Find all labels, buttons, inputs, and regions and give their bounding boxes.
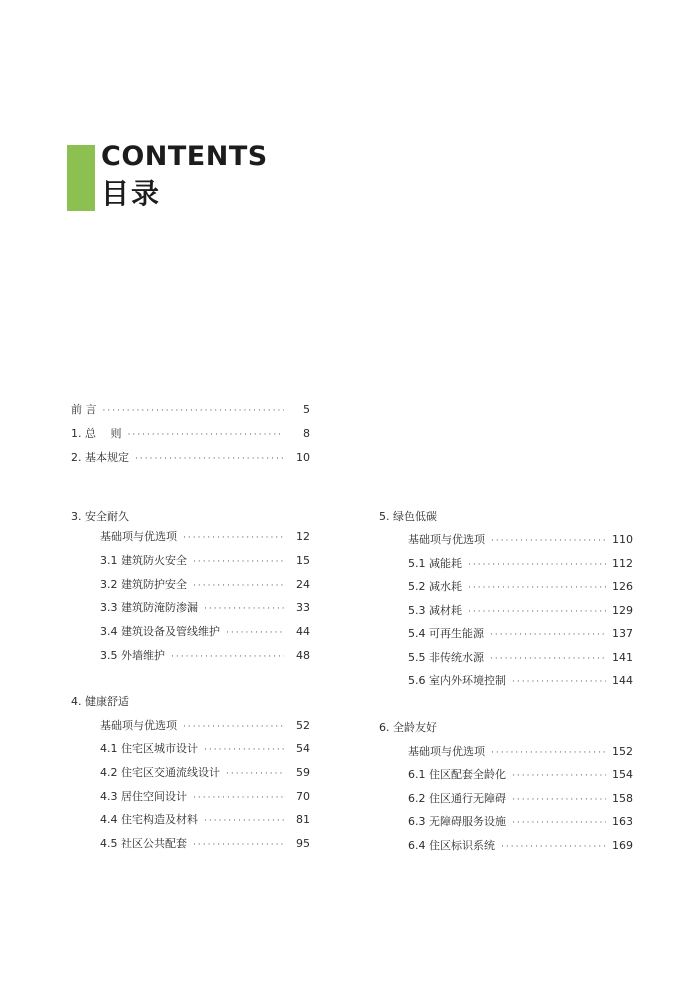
toc-leader-dots [204,602,284,616]
toc-leader-dots [512,793,606,807]
toc-leader-dots [491,746,606,760]
toc-entry-page: 163 [612,815,633,828]
toc-entry[interactable] [408,533,633,548]
toc-entry[interactable] [100,530,310,545]
toc-entry[interactable] [408,674,633,689]
toc-entry-page: 48 [296,649,310,662]
toc-entry-label: 4.4 住宅构造及材料 [100,813,198,826]
toc-entry-page: 154 [612,768,633,781]
toc-leader-dots [135,452,284,466]
toc-entry[interactable] [408,580,633,595]
toc-section-title[interactable]: 3. 安全耐久 [71,510,129,523]
contents-title-en: CONTENTS [101,141,268,172]
toc-entry[interactable] [100,813,310,828]
toc-entry-page: 144 [612,674,633,687]
toc-entry-label: 6.3 无障碍服务设施 [408,815,506,828]
toc-entry-label: 5.4 可再生能源 [408,627,484,640]
toc-leader-dots [512,769,606,783]
toc-entry[interactable] [100,625,310,640]
toc-leader-dots [512,675,606,689]
toc-leader-dots [193,555,284,569]
toc-entry-page: 137 [612,627,633,640]
toc-entry[interactable] [408,557,633,572]
toc-entry-page: 95 [296,837,310,850]
toc-entry-label: 3.1 建筑防火安全 [100,554,187,567]
toc-entry-label: 3.5 外墙维护 [100,649,165,662]
toc-entry-page: 24 [296,578,310,591]
toc-entry-label: 4.1 住宅区城市设计 [100,742,198,755]
toc-entry-label: 3.3 建筑防淹防渗漏 [100,601,198,614]
toc-section-title[interactable]: 4. 健康舒适 [71,695,129,708]
toc-entry-page: 5 [303,403,310,416]
toc-leader-dots [171,650,284,664]
toc-entry-page: 81 [296,813,310,826]
toc-entry-page: 169 [612,839,633,852]
toc-entry-label: 基础项与优选项 [408,533,485,546]
toc-section-title[interactable]: 5. 绿色低碳 [379,510,437,523]
toc-leader-dots [103,404,285,418]
toc-entry-page: 44 [296,625,310,638]
toc-entry[interactable] [71,451,310,466]
toc-leader-dots [204,814,284,828]
toc-entry-label: 1. 总 则 [71,427,122,440]
toc-entry-page: 8 [303,427,310,440]
toc-leader-dots [128,428,285,442]
toc-entry-label: 基础项与优选项 [408,745,485,758]
toc-entry-label: 6.1 住区配套全龄化 [408,768,506,781]
toc-entry-label: 5.3 减材耗 [408,604,462,617]
toc-entry-label: 3.4 建筑设备及管线维护 [100,625,220,638]
toc-entry[interactable] [408,768,633,783]
toc-entry-label: 4.3 居住空间设计 [100,790,187,803]
toc-entry-label: 5.5 非传统水源 [408,651,484,664]
toc-leader-dots [183,531,284,545]
toc-entry[interactable] [100,790,310,805]
toc-entry[interactable] [71,427,310,442]
toc-entry-page: 52 [296,719,310,732]
toc-entry-page: 152 [612,745,633,758]
toc-entry-label: 5.1 减能耗 [408,557,462,570]
toc-leader-dots [468,581,606,595]
toc-entry-page: 59 [296,766,310,779]
toc-leader-dots [183,720,284,734]
toc-entry-label: 3.2 建筑防护安全 [100,578,187,591]
toc-leader-dots [193,791,284,805]
toc-entry-page: 70 [296,790,310,803]
toc-leader-dots [204,743,284,757]
toc-leader-dots [490,652,606,666]
toc-leader-dots [490,628,606,642]
toc-entry[interactable] [100,719,310,734]
toc-entry[interactable] [408,745,633,760]
toc-leader-dots [512,816,606,830]
toc-entry-label: 6.2 住区通行无障碍 [408,792,506,805]
toc-section-title[interactable]: 6. 全龄友好 [379,721,437,734]
toc-entry[interactable] [408,815,633,830]
toc-leader-dots [226,767,284,781]
toc-leader-dots [226,626,284,640]
toc-entry-page: 129 [612,604,633,617]
toc-entry[interactable] [100,578,310,593]
toc-entry[interactable] [408,627,633,642]
toc-entry-page: 158 [612,792,633,805]
toc-entry-label: 6.4 住区标识系统 [408,839,495,852]
toc-entry[interactable] [100,649,310,664]
toc-leader-dots [193,579,284,593]
toc-entry-page: 110 [612,533,633,546]
toc-entry-page: 126 [612,580,633,593]
toc-entry-page: 112 [612,557,633,570]
toc-entry-page: 54 [296,742,310,755]
toc-entry-label: 4.5 社区公共配套 [100,837,187,850]
toc-entry[interactable] [100,554,310,569]
toc-entry-label: 基础项与优选项 [100,530,177,543]
toc-entry[interactable] [408,604,633,619]
toc-entry-label: 5.6 室内外环境控制 [408,674,506,687]
toc-entry[interactable] [408,839,633,854]
toc-entry-label: 2. 基本规定 [71,451,129,464]
toc-entry[interactable] [100,742,310,757]
toc-entry-page: 141 [612,651,633,664]
toc-entry-label: 前 言 [71,403,97,416]
toc-entry-label: 4.2 住宅区交通流线设计 [100,766,220,779]
toc-entry-page: 12 [296,530,310,543]
toc-entry-label: 5.2 减水耗 [408,580,462,593]
toc-entry[interactable] [408,792,633,807]
toc-entry-label: 基础项与优选项 [100,719,177,732]
toc-leader-dots [468,605,606,619]
accent-bar [67,145,95,211]
toc-leader-dots [468,558,606,572]
toc-entry[interactable] [100,766,310,781]
toc-leader-dots [491,534,606,548]
contents-title-cn: 目录 [101,177,162,210]
toc-leader-dots [501,840,606,854]
toc-entry-page: 33 [296,601,310,614]
toc-entry[interactable] [100,601,310,616]
toc-entry[interactable] [100,837,310,852]
toc-leader-dots [193,838,284,852]
toc-entry[interactable] [408,651,633,666]
toc-entry[interactable] [71,403,310,418]
toc-entry-page: 15 [296,554,310,567]
toc-entry-page: 10 [296,451,310,464]
